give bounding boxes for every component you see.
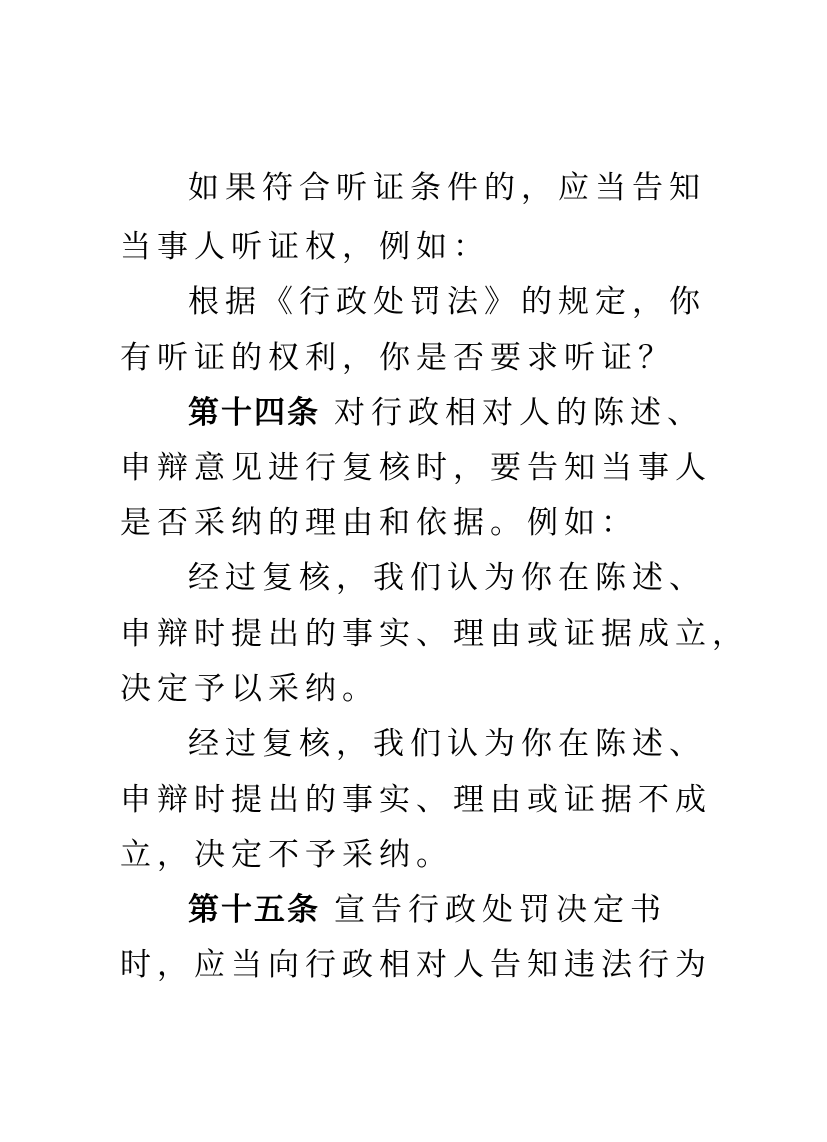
paragraph-line: 申辩时提出的事实、理由或证据不成 <box>120 782 712 818</box>
paragraph-line: 时，应当向行政相对人告知违法行为 <box>120 947 712 983</box>
paragraph-line: 如果符合听证条件的，应当告知 <box>188 170 706 206</box>
paragraph-line: 申辩时提出的事实、理由或证据成立， <box>120 616 749 652</box>
article-15-line <box>188 882 720 938</box>
paragraph-line: 立，决定不予采纳。 <box>120 837 453 873</box>
paragraph-line: 申辩意见进行复核时，要告知当事人 <box>120 450 712 486</box>
paragraph-line: 有听证的权利，你是否要求听证？ <box>120 340 675 376</box>
article-text: 宣告行政处罚决定书 <box>334 892 667 928</box>
article-heading: 第十五条 <box>188 892 320 928</box>
article-text: 对行政相对人的陈述、 <box>334 395 704 431</box>
paragraph-line: 当事人听证权，例如： <box>120 229 490 265</box>
paragraph-line: 经过复核，我们认为你在陈述、 <box>188 560 706 596</box>
paragraph-line: 决定予以采纳。 <box>120 671 379 707</box>
article-heading: 第十四条 <box>188 395 320 431</box>
paragraph-line: 经过复核，我们认为你在陈述、 <box>188 726 706 762</box>
paragraph-line: 根据《行政处罚法》的规定，你 <box>188 284 706 320</box>
paragraph-line: 是否采纳的理由和依据。例如： <box>120 505 638 541</box>
article-14-line <box>188 385 720 441</box>
